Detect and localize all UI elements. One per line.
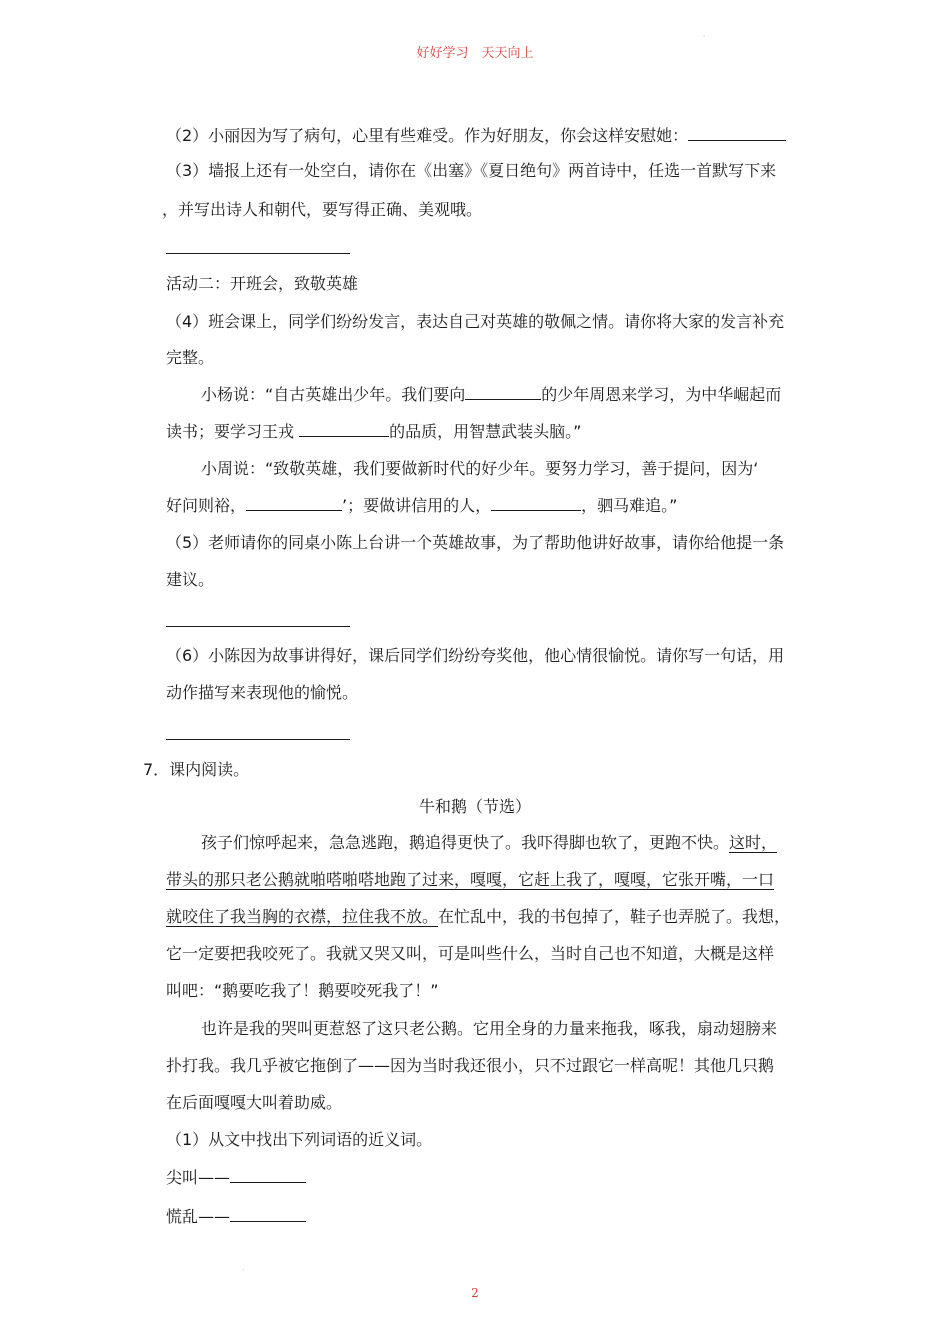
passage-p2-line-3: 在后面嘎嘎大叫着助威。 — [166, 1093, 343, 1112]
xiaozhou-line-2: 好问则裕， ’；要做讲信用的人， ，驷马难追。” — [166, 496, 678, 515]
answer-blank-proverb-1[interactable] — [246, 496, 342, 511]
answer-blank-zhou-enlai[interactable] — [465, 385, 541, 400]
answer-blank-proverb-2[interactable] — [491, 496, 581, 511]
xiaozhou-line-1: 小周说：“致敬英雄，我们要做新时代的好少年。要努力学习，善于提问，因为‘ — [201, 459, 759, 478]
question-5-line-2: 建议。 — [166, 570, 215, 589]
passage-p2-line-2: 扑打我。我几乎被它拖倒了——因为当时我还很小，只不过跟它一样高呢！其他几只鹅 — [166, 1056, 775, 1075]
answer-blank-q2[interactable] — [688, 126, 786, 141]
passage-p1-line-2 — [166, 869, 774, 891]
synonym-row-2: 慌乱—— — [166, 1206, 306, 1228]
activity-2-heading: 活动二：开班会，致敬英雄 — [166, 274, 359, 293]
question-4-line-2: 完整。 — [166, 348, 215, 367]
question-7-1: （1）从文中找出下列词语的近义词。 — [166, 1130, 433, 1149]
passage-title: 牛和鹅（节选） — [418, 797, 531, 816]
question-2-text: （2）小丽因为写了病句，心里有些难受。作为好朋友，你会这样安慰她： — [166, 126, 689, 145]
answer-line-q6[interactable] — [166, 739, 350, 740]
question-5-line-1: （5）老师请你的同桌小陈上台讲一个英雄故事，为了帮助他讲好故事，请你给他提一条 — [166, 533, 785, 552]
answer-line-q5[interactable] — [166, 626, 350, 627]
question-3-line-2: ，并写出诗人和朝代，要写得正确、美观哦。 — [162, 200, 483, 219]
passage-p1-line-1: 孩子们惊呼起来，急急逃跑，鹅追得更快了。我吓得脚也软了，更跑不快。这时， — [201, 833, 778, 852]
question-3-line-1: （3）墙报上还有一处空白，请你在《出塞》《夏日绝句》两首诗中，任选一首默写下来 — [166, 161, 777, 180]
xiaoyang-line-1: 小杨说：“自古英雄出少年。我们要向 的少年周恩来学习，为中华崛起而 — [201, 385, 782, 404]
answer-line-q3[interactable] — [166, 253, 350, 254]
question-6-line-1: （6）小陈因为故事讲得好，课后同学们纷纷夸奖他，他心情很愉悦。请你写一句话，用 — [166, 646, 785, 665]
page-header: 好好学习 天天向上 — [416, 46, 534, 61]
answer-blank-synonym-1[interactable] — [230, 1168, 306, 1183]
speck-mark: ˈ — [703, 34, 706, 43]
question-6-line-2: 动作描写来表现他的愉悦。 — [166, 683, 359, 702]
question-7-heading: 7．课内阅读。 — [143, 760, 250, 779]
answer-blank-wang-rong[interactable] — [299, 422, 389, 437]
passage-p1-line-3: 就咬住了我当胸的衣襟，拉住我不放。在忙乱中，我的书包掉了，鞋子也弄脱了。我想， — [166, 907, 791, 926]
passage-p1-line-5: 叫吧：“鹅要吃我了！鹅要咬死我了！” — [166, 981, 439, 1000]
question-2 — [166, 125, 786, 147]
underlined-sentence: 带头的那只老公鹅就啪嗒啪嗒地跑了过来，嘎嘎，它赶上我了，嘎嘎，它张开嘴，一口 — [166, 870, 775, 889]
question-4-line-1: （4）班会课上，同学们纷纷发言，表达自己对英雄的敬佩之情。请你将大家的发言补充 — [166, 312, 785, 331]
synonym-row-1: 尖叫—— — [166, 1167, 306, 1189]
page-number: 2 — [471, 1286, 479, 1300]
underlined-sentence: 就咬住了我当胸的衣襟，拉住我不放。 — [166, 907, 439, 926]
underlined-sentence: 这时， — [729, 833, 778, 852]
speck-mark: · — [242, 1266, 245, 1275]
passage-p2-line-1: 也许是我的哭叫更惹怒了这只老公鹅。它用全身的力量来拖我，啄我，扇动翅膀来 — [201, 1019, 778, 1038]
answer-blank-synonym-2[interactable] — [230, 1207, 306, 1222]
passage-p1-line-4: 它一定要把我咬死了。我就又哭又叫，可是叫些什么，当时自己也不知道，大概是这样 — [166, 944, 775, 963]
xiaoyang-line-2: 读书；要学习王戎 的品质，用智慧武装头脑。” — [166, 422, 582, 441]
